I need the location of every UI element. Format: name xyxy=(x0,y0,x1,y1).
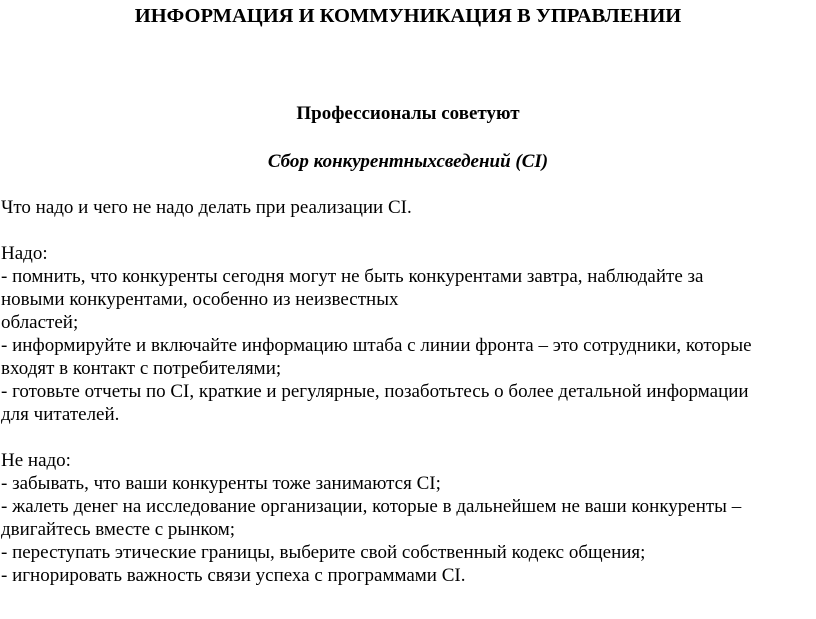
do-heading: Надо: xyxy=(1,243,48,264)
page-title: ИНФОРМАЦИЯ И КОММУНИКАЦИЯ В УПРАВЛЕНИИ xyxy=(134,5,682,27)
dont-line: - жалеть денег на исследование организации, которые в дальнейшем не ваши конкуренты – xyxy=(1,496,742,517)
section-subtitle: Профессионалы советуют xyxy=(296,103,520,124)
dont-line: - игнорировать важность связи успеха с программами CI. xyxy=(1,565,466,586)
topic-heading: Сбор конкурентныхсведений (CI) xyxy=(267,151,549,172)
spacer xyxy=(1,426,813,449)
intro-text: Что надо и чего не надо делать при реализации CI. xyxy=(1,197,412,218)
dont-heading: Не надо: xyxy=(1,450,71,471)
do-line: - готовьте отчеты по CI, краткие и регулярные, позаботьтесь о более детальной информации xyxy=(1,381,749,402)
spacer xyxy=(1,219,813,242)
do-line: входят в контакт с потребителями; xyxy=(1,358,282,379)
do-line: для читателей. xyxy=(1,404,120,425)
dont-line: - переступать этические границы, выберите свой собственный кодекс общения; xyxy=(1,542,646,563)
document-body xyxy=(1,196,813,587)
do-line: областей; xyxy=(1,312,79,333)
do-line: - информируйте и включайте информацию штаба с линии фронта – это сотрудники, которые xyxy=(1,335,752,356)
dont-line: - забывать, что ваши конкуренты тоже занимаются CI; xyxy=(1,473,441,494)
do-line: - помнить, что конкуренты сегодня могут не быть конкурентами завтра, наблюдайте за xyxy=(1,266,704,287)
do-line: новыми конкурентами, особенно из неизвестных xyxy=(1,289,399,310)
dont-line: двигайтесь вместе с рынком; xyxy=(1,519,236,540)
